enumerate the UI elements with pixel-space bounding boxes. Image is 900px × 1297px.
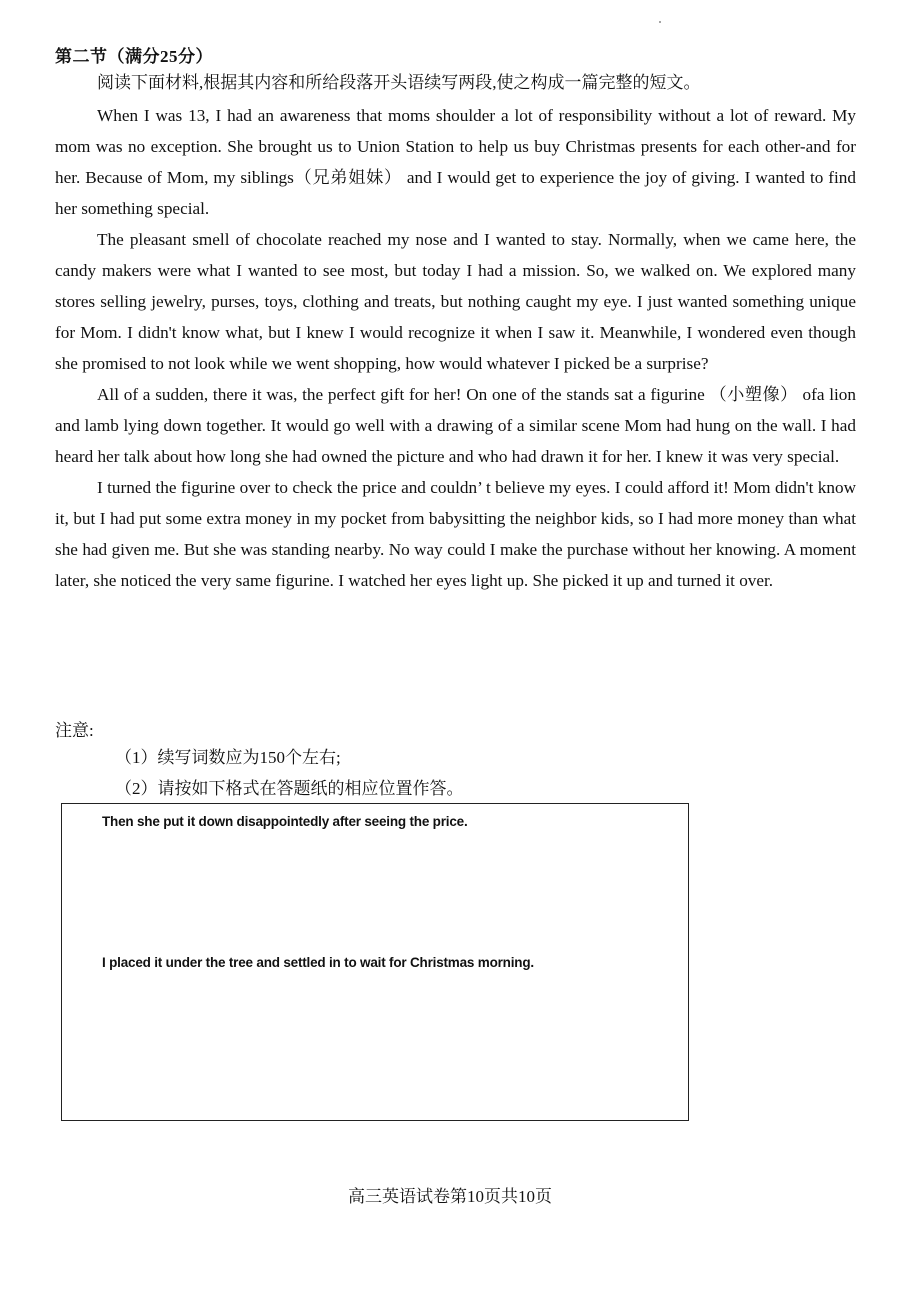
paragraph-1-opening: Then she put it down disappointedly after seeing the price.	[102, 814, 468, 829]
passage-paragraph-4: I turned the figurine over to check the price and couldn’ t believe my eyes. I could afford it! Mom didn't know it, but I had put some extra money in my pocket from babysitting the neighbor kids, so I had more money than what she had given me. But she was standing nearby. No way could I make the purchase without her knowing. A moment later, she noticed the very same figurine. I watched her eyes light up. She picked it up and turned it over.	[55, 478, 856, 590]
section-title: 第二节（满分25分）	[55, 47, 213, 66]
scan-speck	[659, 21, 661, 23]
notes-label: 注意:	[55, 721, 94, 740]
section-instruction: 阅读下面材料,根据其内容和所给段落开头语续写两段,使之构成一篇完整的短文。	[97, 73, 701, 92]
answer-format-box	[61, 803, 689, 1121]
page-footer: 高三英语试卷第10页共10页	[348, 1187, 552, 1206]
note-item-format: （2）请按如下格式在答题纸的相应位置作答。	[115, 779, 464, 798]
paragraph-2-opening: I placed it under the tree and settled in to wait for Christmas morning.	[102, 955, 534, 970]
passage-paragraph-3: All of a sudden, there it was, the perfect gift for her! On one of the stands sat a figurine （小塑像） ofa lion and lamb lying down together. It would go well with a drawing of a similar scene Mom had hung on the wall. I had heard her talk about how long she had owned the picture and who had drawn it for her. I knew it was very special.	[55, 385, 856, 466]
reading-passage	[55, 100, 856, 596]
passage-paragraph-1: When I was 13, I had an awareness that moms shoulder a lot of responsibility without a lot of reward. My mom was no exception. She brought us to Union Station to help us buy Christmas presents for each other-and for her. Because of Mom, my siblings（兄弟姐妹） and I would get to experience the joy of giving. I wanted to find her something special.	[55, 106, 856, 218]
passage-paragraph-2: The pleasant smell of chocolate reached my nose and I wanted to stay. Normally, when we came here, the candy makers were what I wanted to see most, but today I had a mission. So, we walked on. We explored many stores selling jewelry, purses, toys, clothing and treats, but nothing caught my eye. I just wanted something unique for Mom. I didn't know what, but I knew I would recognize it when I saw it. Meanwhile, I wondered even though she promised to not look while we went shopping, how would whatever I picked be a surprise?	[55, 230, 856, 373]
note-item-word-count: （1）续写词数应为150个左右;	[115, 748, 341, 767]
